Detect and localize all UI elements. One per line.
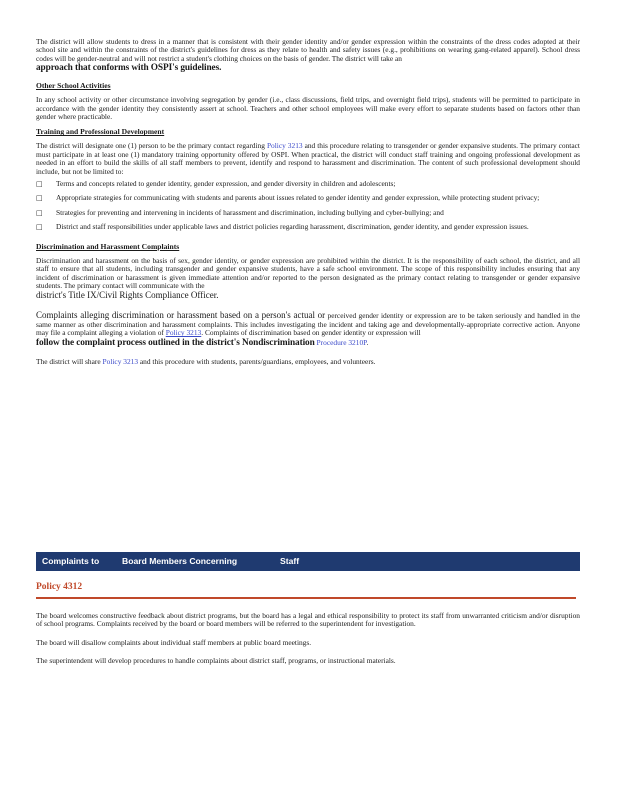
checkbox-bullet-icon: □ <box>36 208 43 217</box>
training-heading: Training and Professional Development <box>36 127 165 137</box>
bullet-text: District and staff responsibilities under applicable laws and district policies regarding harassment, discrimination, gender identity, and gender expression issues. <box>56 222 529 232</box>
policy-4312-paragraph-3: The superintendent will develop procedures to handle complaints about district staff, programs, or instructional materials. <box>36 656 396 666</box>
complaints-text-after: . Complaints of discrimination based on gender identity or expression will <box>201 328 421 338</box>
section-banner <box>36 552 580 571</box>
list-item <box>36 194 580 202</box>
list-item <box>36 223 580 231</box>
discrimination-text: Discrimination and harassment on the basis of sex, gender identity, or gender expression are prohibited within the district. It is the responsibility of each school, the district, and all staff to ensure that all students, including transgender and gender expansive students, have a safe school environment. The scope of this responsibility includes ensuring that any incident of discrimination or harassment is given immediate attention and/or reported to the person designated as the primary contact relating to transgender or gender expansive students. The primary contact will communicate with the <box>36 255 580 290</box>
training-paragraph <box>36 142 580 176</box>
document-page <box>36 38 580 366</box>
policy-3213-link[interactable]: Policy 3213 <box>165 328 202 338</box>
share-text-before: The district will share <box>36 356 101 366</box>
list-item <box>36 209 580 217</box>
other-activities-text: In any school activity or other circumstance involving segregation by gender (i.e., class discussions, field trips, and overnight field trips), students will be permitted to participate in accordance with the gender identity they consistently assert at school. Teachers and other school employees will make every effort to separate students based on factors other than gender where practicable. <box>36 95 580 122</box>
discrimination-tail: district's Title IX/Civil Rights Compliance Officer. <box>36 290 219 301</box>
other-activities-heading: Other School Activities <box>36 81 111 91</box>
policy-3213-link[interactable]: Policy 3213 <box>102 356 139 366</box>
training-text-before: The district will designate one (1) person to be the primary contact regarding <box>36 141 265 151</box>
policy-title-rule <box>36 597 576 599</box>
bullet-text: Terms and concepts related to gender identity, gender expression, and gender diversity in children and adolescents; <box>56 179 396 189</box>
procedure-3210p-link[interactable]: Procedure 3210P <box>316 337 367 347</box>
intro-paragraph <box>36 38 580 63</box>
bullet-text: Appropriate strategies for communicating with students and parents about issues related to gender identity and gender expression, while protecting student privacy; <box>56 193 540 203</box>
policy-3213-link[interactable]: Policy 3213 <box>266 141 303 151</box>
banner-col-board-members: Board Members Concerning <box>122 556 238 566</box>
checkbox-bullet-icon: □ <box>36 194 43 203</box>
policy-4312-paragraph-2: The board will disallow complaints about individual staff members at public board meetings. <box>36 637 312 647</box>
bullet-text: Strategies for preventing and intervening in incidents of harassment and discrimination, including bullying and cyber-bullying; and <box>56 207 444 217</box>
checkbox-bullet-icon: □ <box>36 223 43 232</box>
training-text-after: and this procedure relating to transgender or gender expansive students. The primary contact must participate in at least one (1) mandatory training opportunity offered by OSPI. When practical, the district will conduct staff training and ongoing professional development as needed in an effort to build the skills of all staff members to prevent, identify and respond to harassment and discrimination. The content of such professional development should include, but not be limited to: <box>36 141 580 176</box>
complaints-text: perceived gender identity or expression are to be taken seriously and handled in the same manner as other discrimination and harassment complaints. This includes investigating the incident and taking age and developmentally-appropriate corrective action. Anyone may file a complaint alleging a violation of <box>36 311 580 338</box>
complaints-paragraph <box>36 310 580 337</box>
policy-4312-body <box>36 612 580 666</box>
banner-col-complaints: Complaints to <box>42 556 100 566</box>
share-text-after: and this procedure with students, parents/guardians, employees, and volunteers. <box>139 356 376 366</box>
complaints-end: . <box>366 337 369 347</box>
training-bullet-list <box>36 180 580 232</box>
complaints-follow: follow the complaint process outlined in the district's Nondiscrimination <box>36 337 315 348</box>
share-paragraph <box>36 358 580 366</box>
discrimination-heading: Discrimination and Harassment Complaints <box>36 241 180 251</box>
complaints-follow-line <box>36 338 580 348</box>
banner-col-staff: Staff <box>280 556 300 566</box>
intro-text: The district will allow students to dress in a manner that is consistent with their gender identity and/or gender expression within the constraints of the dress codes adopted at their school site and within the constraints of the district's guidelines for dress as they relate to health and safety issues (e.g., prohibitions on wearing gang-related apparel). School dress codes will be gender-neutral and will not restrict a student's clothing choices on the basis of gender. The district will take an <box>36 37 580 63</box>
policy-4312-title: Policy 4312 <box>36 582 83 592</box>
checkbox-bullet-icon: □ <box>36 180 43 189</box>
policy-4312-paragraph-1: The board welcomes constructive feedback about district programs, but the board has a legal and ethical responsibility to protect its staff from unwarranted criticism and/or disruption of school programs. Complaints received by the board or board members will be referred to the superintendent for investigation. <box>36 611 580 629</box>
complaints-lead: Complaints alleging discrimination or harassment based on a person's actual or <box>36 310 326 321</box>
list-item <box>36 180 580 188</box>
intro-emphasis: approach that conforms with OSPI's guidelines. <box>36 63 222 74</box>
